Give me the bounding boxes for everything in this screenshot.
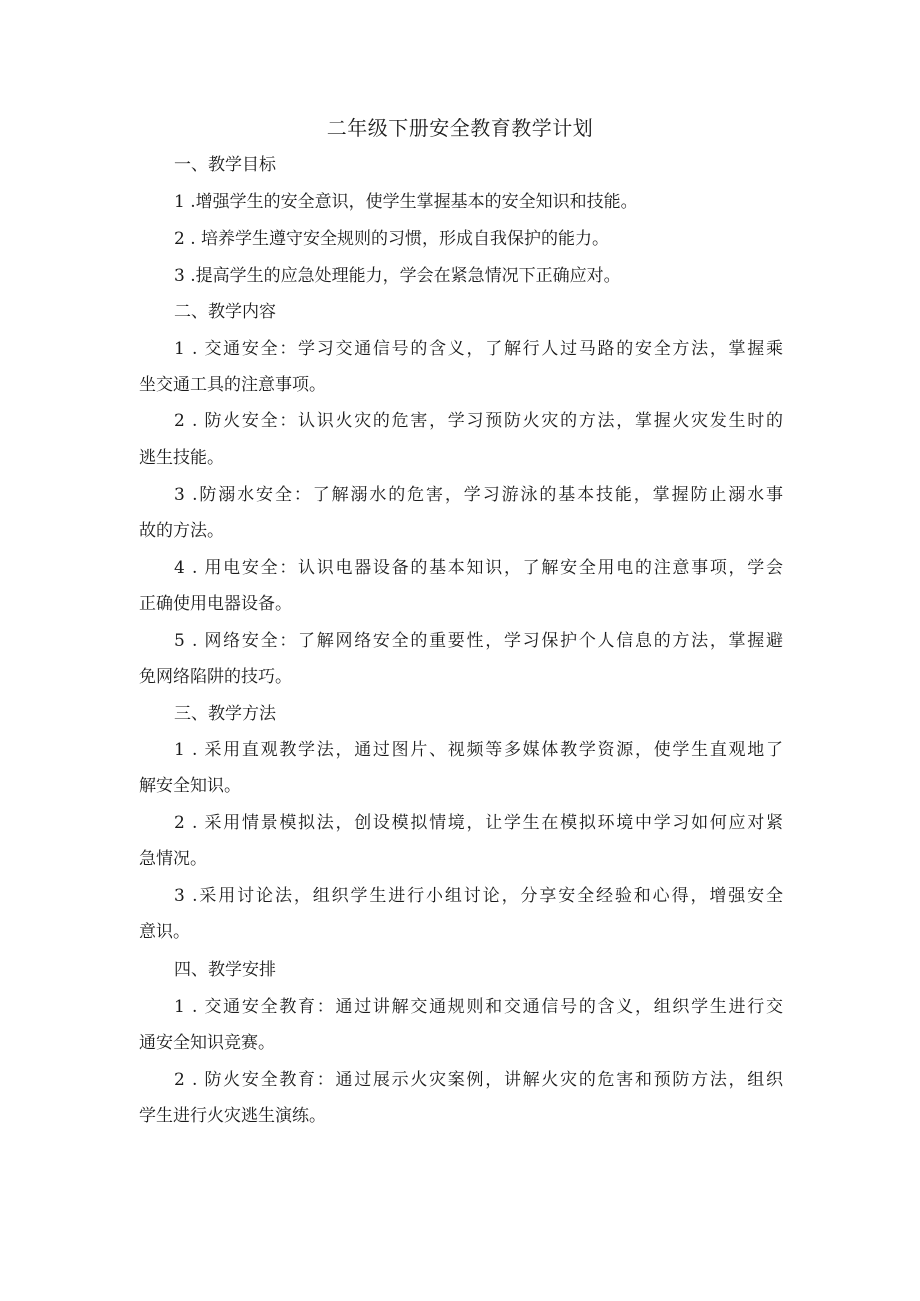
content-item-5-line-1: 5 . 网络安全：了解网络安全的重要性，学习保护个人信息的方法，掌握避 <box>174 631 783 651</box>
method-item-2-line-2: 急情况。 <box>139 849 207 869</box>
document-title: 二年级下册安全教育教学计划 <box>326 116 594 140</box>
content-item-3-line-2: 故的方法。 <box>139 521 224 541</box>
goal-item-3: 3 .提高学生的应急处理能力，学会在紧急情况下正确应对。 <box>174 266 621 286</box>
content-item-5-line-2: 免网络陷阱的技巧。 <box>139 667 292 687</box>
schedule-item-2-line-2: 学生进行火灾逃生演练。 <box>139 1106 326 1126</box>
schedule-item-1-line-2: 通安全知识竞赛。 <box>139 1033 275 1053</box>
content-item-4-line-2: 正确使用电器设备。 <box>139 594 292 614</box>
content-item-4-line-1: 4 . 用电安全：认识电器设备的基本知识，了解安全用电的注意事项，学会 <box>174 558 783 578</box>
goal-item-1: 1 .增强学生的安全意识，使学生掌握基本的安全知识和技能。 <box>174 192 638 212</box>
section-heading-methods: 三、教学方法 <box>174 704 276 724</box>
schedule-item-2-line-1: 2 . 防火安全教育：通过展示火灾案例，讲解火灾的危害和预防方法，组织 <box>174 1070 783 1090</box>
content-item-2-line-2: 逃生技能。 <box>139 448 224 468</box>
section-heading-content: 二、教学内容 <box>174 302 276 322</box>
method-item-1-line-1: 1 . 采用直观教学法，通过图片、视频等多媒体教学资源，使学生直观地了 <box>174 740 783 760</box>
content-item-1-line-2: 坐交通工具的注意事项。 <box>139 375 326 395</box>
content-item-2-line-1: 2 . 防火安全：认识火灾的危害，学习预防火灾的方法，掌握火灾发生时的 <box>174 411 783 431</box>
section-heading-schedule: 四、教学安排 <box>174 960 276 980</box>
method-item-3-line-1: 3 .采用讨论法，组织学生进行小组讨论，分享安全经验和心得，增强安全 <box>174 886 783 906</box>
schedule-item-1-line-1: 1 . 交通安全教育：通过讲解交通规则和交通信号的含义，组织学生进行交 <box>174 997 783 1017</box>
goal-item-2: 2 . 培养学生遵守安全规则的习惯，形成自我保护的能力。 <box>174 229 610 249</box>
section-heading-goals: 一、教学目标 <box>174 155 276 175</box>
content-item-1-line-1: 1 . 交通安全：学习交通信号的含义，了解行人过马路的安全方法，掌握乘 <box>174 339 783 359</box>
method-item-1-line-2: 解安全知识。 <box>139 776 241 796</box>
method-item-3-line-2: 意识。 <box>139 922 190 942</box>
content-item-3-line-1: 3 .防溺水安全：了解溺水的危害，学习游泳的基本技能，掌握防止溺水事 <box>174 485 783 505</box>
method-item-2-line-1: 2 . 采用情景模拟法，创设模拟情境，让学生在模拟环境中学习如何应对紧 <box>174 813 783 833</box>
